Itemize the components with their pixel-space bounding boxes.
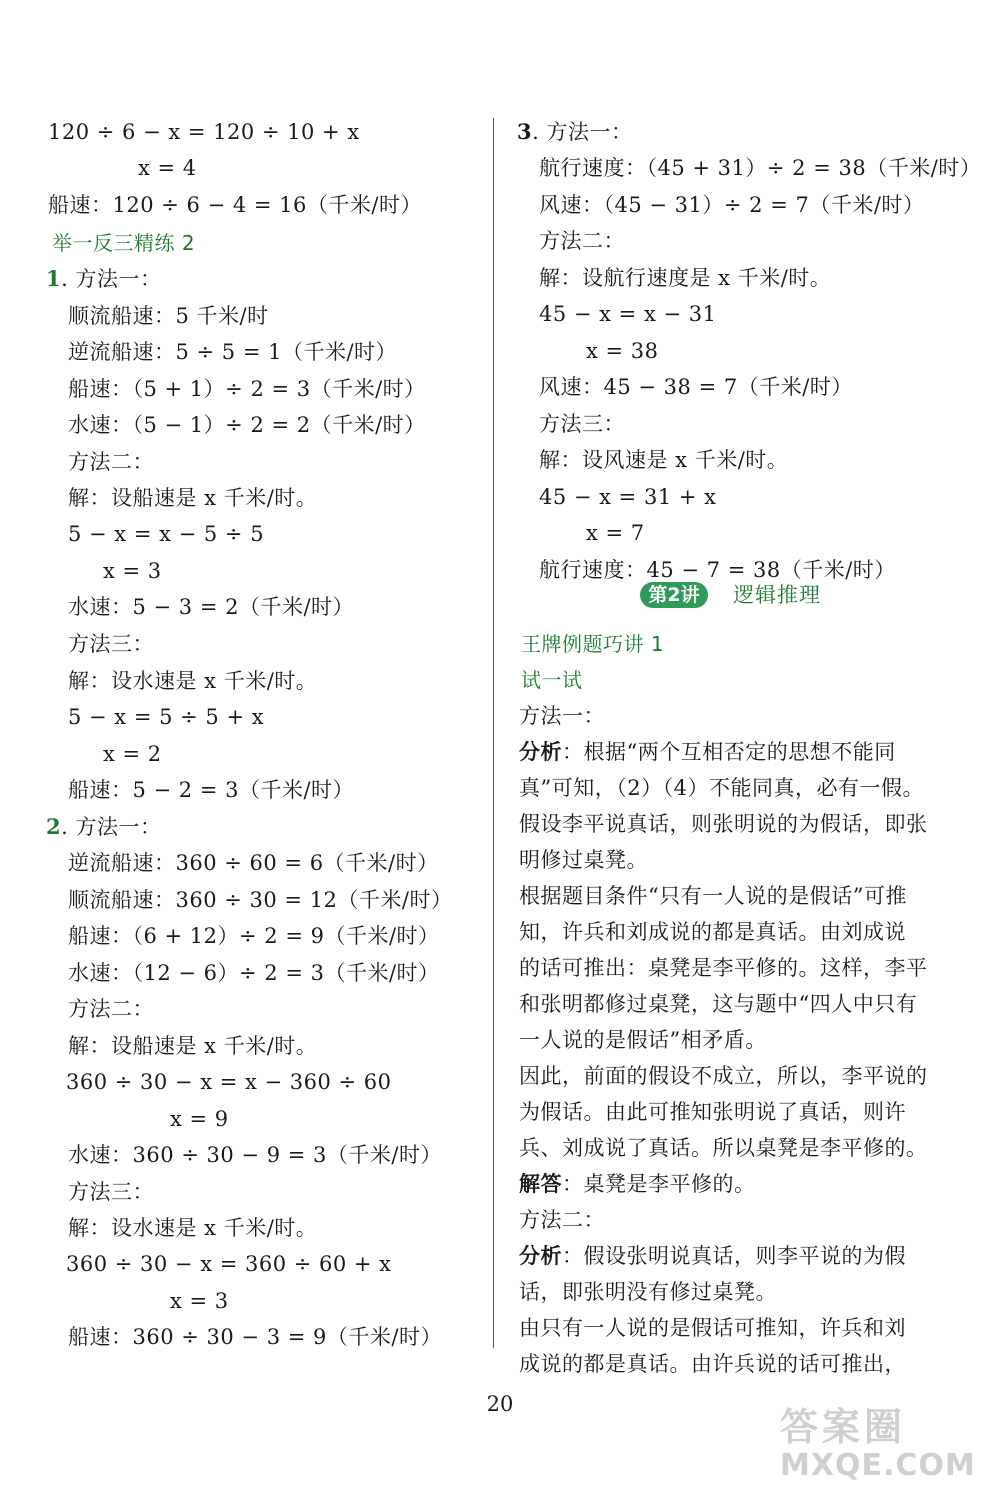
line-text: 方法二： bbox=[539, 229, 625, 253]
bold-label: 分析 bbox=[519, 740, 562, 764]
line-text: 举一反三精练 2 bbox=[52, 231, 196, 255]
line-text: 解：设风速是 x 千米/时。 bbox=[539, 448, 789, 472]
line-text: x = 9 bbox=[170, 1107, 229, 1131]
text-line bbox=[519, 1098, 906, 1126]
text-line bbox=[539, 227, 625, 255]
text-line bbox=[68, 593, 354, 621]
section-heading bbox=[521, 630, 664, 658]
line-text: . 方法一： bbox=[61, 267, 162, 291]
text-line bbox=[519, 738, 896, 766]
text-line bbox=[68, 630, 154, 658]
text-line bbox=[519, 1206, 605, 1234]
watermark-logo bbox=[780, 1405, 980, 1485]
line-text: 逆流船速：360 ÷ 60 = 6（千米/时） bbox=[68, 851, 439, 875]
text-line bbox=[48, 118, 360, 146]
line-text: 明修过桌凳。 bbox=[519, 848, 648, 872]
line-text: 方法二： bbox=[519, 1208, 605, 1232]
line-text: 风速：（45 − 31）÷ 2 = 7（千米/时） bbox=[539, 193, 925, 217]
text-line bbox=[46, 265, 161, 293]
text-line bbox=[68, 703, 264, 731]
text-line bbox=[519, 918, 906, 946]
text-line bbox=[68, 959, 440, 987]
text-line bbox=[519, 1170, 756, 1198]
line-text: ：根据“两个互相否定的思想不能同 bbox=[562, 740, 896, 764]
line-text: 为假话。由此可推知张明说了真话，则许 bbox=[519, 1100, 906, 1124]
line-text: 船速：（6 + 12）÷ 2 = 9（千米/时） bbox=[68, 924, 440, 948]
text-line bbox=[68, 1323, 442, 1351]
text-line bbox=[66, 1068, 392, 1096]
text-line bbox=[68, 338, 397, 366]
line-text: 方法三： bbox=[68, 1180, 154, 1204]
line-text: ：假设张明说真话，则李平说的为假 bbox=[562, 1244, 906, 1268]
line-text: 解：设船速是 x 千米/时。 bbox=[68, 1034, 318, 1058]
line-text: 水速：360 ÷ 30 − 9 = 3（千米/时） bbox=[68, 1143, 442, 1167]
text-line bbox=[68, 484, 317, 512]
line-text: 方法二： bbox=[68, 450, 154, 474]
line-text: 水速：5 − 3 = 2（千米/时） bbox=[68, 595, 355, 619]
line-text: 逆流船速：5 ÷ 5 = 1（千米/时） bbox=[68, 340, 398, 364]
text-line bbox=[68, 1178, 154, 1206]
text-line bbox=[103, 740, 162, 768]
line-text: 话，即张明没有修过桌凳。 bbox=[519, 1280, 777, 1304]
line-text: 知，许兵和刘成说的都是真话。由刘成说 bbox=[519, 920, 906, 944]
line-text: 方法二： bbox=[68, 997, 154, 1021]
line-text: x = 4 bbox=[138, 156, 197, 180]
line-text: 风速：45 − 38 = 7（千米/时） bbox=[539, 375, 853, 399]
text-line bbox=[519, 774, 924, 802]
line-text: 兵、刘成说了真话。所以桌凳是李平修的。 bbox=[519, 1136, 928, 1160]
line-text: . 方法一： bbox=[61, 815, 162, 839]
line-text: 方法三： bbox=[539, 412, 625, 436]
line-text: 真”可知，（2）（4）不能同真，必有一假。 bbox=[519, 776, 924, 800]
problem-number: 2 bbox=[46, 814, 62, 839]
line-text: x = 3 bbox=[170, 1289, 229, 1313]
text-line bbox=[68, 995, 154, 1023]
text-line bbox=[68, 886, 453, 914]
text-line bbox=[103, 557, 162, 585]
text-line bbox=[519, 1278, 777, 1306]
line-text: x = 2 bbox=[103, 742, 162, 766]
line-text: 水速：（12 − 6）÷ 2 = 3（千米/时） bbox=[68, 961, 440, 985]
text-line bbox=[586, 337, 659, 365]
line-text: 45 − x = 31 + x bbox=[539, 485, 717, 509]
text-line bbox=[519, 990, 917, 1018]
line-text: 5 − x = x − 5 ÷ 5 bbox=[68, 522, 265, 546]
line-text: . 方法一： bbox=[532, 120, 633, 144]
lecture-badge: 第2讲 bbox=[640, 582, 708, 608]
line-text: 船速：120 ÷ 6 − 4 = 16（千米/时） bbox=[48, 193, 422, 217]
text-line bbox=[539, 373, 853, 401]
line-text: 120 ÷ 6 − x = 120 ÷ 10 + x bbox=[48, 120, 360, 144]
line-text: 解：设水速是 x 千米/时。 bbox=[68, 669, 318, 693]
line-text: 解：设船速是 x 千米/时。 bbox=[68, 486, 318, 510]
line-text: 45 − x = x − 31 bbox=[539, 302, 717, 326]
text-line bbox=[519, 810, 928, 838]
text-line bbox=[519, 1134, 928, 1162]
text-line bbox=[519, 954, 928, 982]
text-line bbox=[539, 264, 831, 292]
line-text: 假设李平说真话，则张明说的为假话，即张 bbox=[519, 812, 928, 836]
text-line bbox=[519, 1314, 906, 1342]
text-line bbox=[68, 1214, 317, 1242]
line-text: 根据题目条件“只有一人说的是假话”可推 bbox=[519, 884, 907, 908]
line-text: 顺流船速：360 ÷ 30 = 12（千米/时） bbox=[68, 888, 453, 912]
line-text: 王牌例题巧讲 1 bbox=[521, 632, 665, 656]
text-line bbox=[66, 1250, 392, 1278]
watermark-bottom: MXQE.COM bbox=[780, 1448, 976, 1483]
text-line bbox=[586, 519, 645, 547]
section-heading bbox=[521, 666, 583, 694]
line-text: ：桌凳是李平修的。 bbox=[562, 1172, 756, 1196]
line-text: x = 38 bbox=[586, 339, 659, 363]
text-line bbox=[539, 154, 981, 182]
text-line bbox=[68, 1032, 317, 1060]
text-line bbox=[68, 448, 154, 476]
lecture-title: 逻辑推理 bbox=[733, 583, 821, 607]
line-text: 方法三： bbox=[68, 632, 154, 656]
line-text: 360 ÷ 30 − x = 360 ÷ 60 + x bbox=[66, 1252, 392, 1276]
text-line bbox=[539, 300, 716, 328]
bold-label: 分析 bbox=[519, 1244, 562, 1268]
line-text: 试一试 bbox=[521, 668, 583, 692]
text-line bbox=[519, 1350, 906, 1378]
text-line bbox=[519, 846, 648, 874]
line-text: 船速：（5 + 1）÷ 2 = 3（千米/时） bbox=[68, 377, 426, 401]
text-line bbox=[519, 702, 605, 730]
text-line bbox=[539, 446, 788, 474]
text-line bbox=[46, 813, 161, 841]
bold-label: 解答 bbox=[519, 1172, 562, 1196]
line-text: 5 − x = 5 ÷ 5 + x bbox=[68, 705, 265, 729]
line-text: 的话可推出：桌凳是李平修的。这样，李平 bbox=[519, 956, 928, 980]
line-text: 由只有一人说的是假话可推知，许兵和刘 bbox=[519, 1316, 906, 1340]
text-line bbox=[170, 1287, 229, 1315]
column-divider bbox=[493, 118, 494, 1348]
text-line bbox=[68, 375, 426, 403]
text-line bbox=[519, 1062, 928, 1090]
text-line bbox=[539, 483, 716, 511]
line-text: x = 7 bbox=[586, 521, 645, 545]
text-line bbox=[539, 410, 625, 438]
line-text: 船速：5 − 2 = 3（千米/时） bbox=[68, 778, 355, 802]
line-text: x = 3 bbox=[103, 559, 162, 583]
watermark-top: 答案圈 bbox=[780, 1405, 907, 1449]
line-text: 航行速度：45 − 7 = 38（千米/时） bbox=[539, 558, 896, 582]
text-line bbox=[48, 191, 422, 219]
problem-number: 3 bbox=[517, 119, 533, 144]
text-line bbox=[68, 1141, 442, 1169]
line-text: 水速：（5 − 1）÷ 2 = 2（千米/时） bbox=[68, 413, 426, 437]
text-line bbox=[517, 118, 632, 146]
section-heading bbox=[52, 229, 195, 257]
line-text: 和张明都修过桌凳，这与题中“四人中只有 bbox=[519, 992, 918, 1016]
page-number: 20 bbox=[486, 1392, 514, 1416]
text-line bbox=[170, 1105, 229, 1133]
text-line bbox=[68, 302, 269, 330]
problem-number: 1 bbox=[46, 266, 62, 291]
text-line bbox=[519, 1026, 767, 1054]
line-text: 解：设航行速度是 x 千米/时。 bbox=[539, 266, 832, 290]
text-line bbox=[138, 154, 197, 182]
text-line bbox=[68, 411, 426, 439]
line-text: 顺流船速：5 千米/时 bbox=[68, 304, 269, 328]
line-text: 方法一： bbox=[519, 704, 605, 728]
text-line bbox=[539, 191, 924, 219]
text-line bbox=[68, 776, 354, 804]
text-line bbox=[519, 882, 907, 910]
text-line bbox=[68, 922, 440, 950]
line-text: 航行速度：（45 + 31）÷ 2 = 38（千米/时） bbox=[539, 156, 982, 180]
line-text: 一人说的是假话”相矛盾。 bbox=[519, 1028, 767, 1052]
line-text: 解：设水速是 x 千米/时。 bbox=[68, 1216, 318, 1240]
line-text: 成说的都是真话。由许兵说的话可推出， bbox=[519, 1352, 906, 1376]
text-line bbox=[519, 1242, 906, 1270]
text-line bbox=[68, 849, 439, 877]
text-line bbox=[68, 520, 264, 548]
line-text: 因此，前面的假设不成立，所以，李平说的 bbox=[519, 1064, 928, 1088]
line-text: 船速：360 ÷ 30 − 3 = 9（千米/时） bbox=[68, 1325, 442, 1349]
text-line bbox=[68, 667, 317, 695]
text-line bbox=[539, 556, 896, 584]
line-text: 360 ÷ 30 − x = x − 360 ÷ 60 bbox=[66, 1070, 392, 1094]
